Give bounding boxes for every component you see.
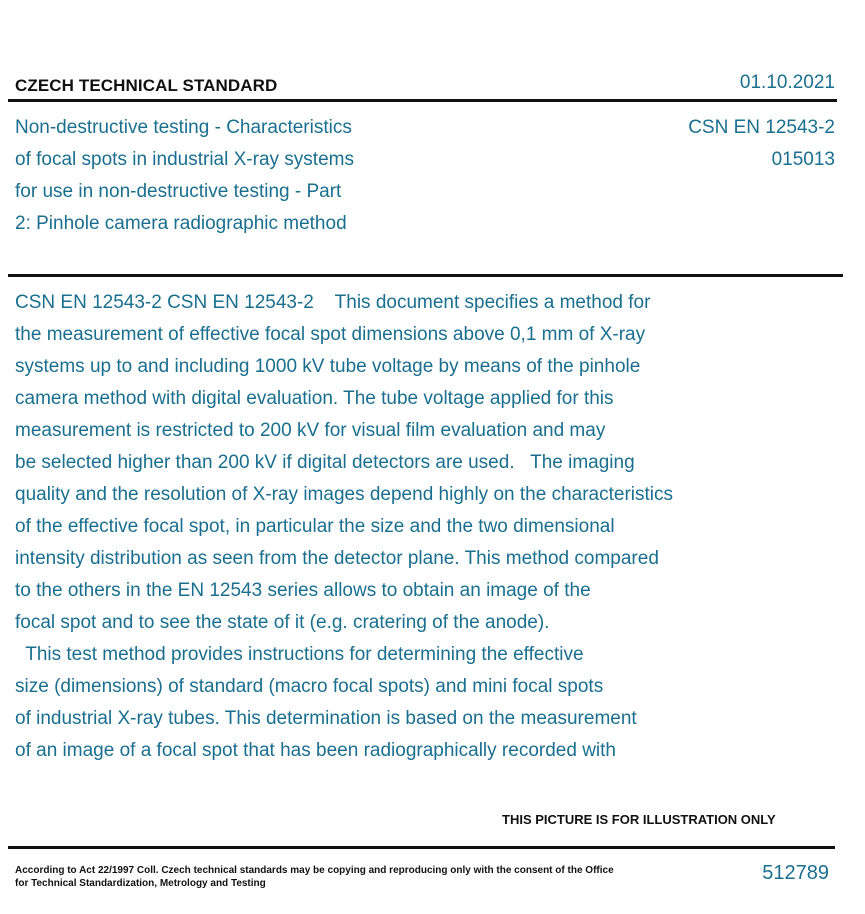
abstract-line: be selected higher than 200 kV if digital detectors are used. The imaging: [15, 452, 635, 473]
title-line: of focal spots in industrial X-ray systems: [15, 149, 354, 170]
copyright-line: According to Act 22/1997 Coll. Czech technical standards may be copying and reproducing only with the consent of the Office: [15, 865, 614, 876]
abstract-line: of the effective focal spot, in particular the size and the two dimensional: [15, 516, 615, 537]
publication-date: 01.10.2021: [739, 72, 835, 93]
document-id: 512789: [762, 862, 829, 884]
illustration-disclaimer: THIS PICTURE IS FOR ILLUSTRATION ONLY: [502, 812, 776, 827]
title-line: Non-destructive testing - Characteristics: [15, 117, 352, 138]
abstract-line: of an image of a focal spot that has been radiographically recorded with: [15, 740, 616, 761]
standard-type-label: CZECH TECHNICAL STANDARD: [15, 76, 278, 95]
abstract-line: This test method provides instructions for determining the effective: [15, 644, 584, 665]
abstract-line: CSN EN 12543-2 CSN EN 12543-2 This document specifies a method for: [15, 292, 651, 313]
abstract-line: to the others in the EN 12543 series allows to obtain an image of the: [15, 580, 591, 601]
footer-divider: [8, 846, 835, 849]
title-line: 2: Pinhole camera radiographic method: [15, 213, 347, 234]
abstract-line: systems up to and including 1000 kV tube voltage by means of the pinhole: [15, 356, 641, 377]
copyright-line: for Technical Standardization, Metrology and Testing: [15, 878, 266, 889]
abstract-line: measurement is restricted to 200 kV for visual film evaluation and may: [15, 420, 606, 441]
abstract-line: quality and the resolution of X-ray images depend highly on the characteristics: [15, 484, 673, 505]
title-line: for use in non-destructive testing - Part: [15, 181, 342, 202]
header-divider: [8, 99, 837, 102]
abstract-line: intensity distribution as seen from the detector plane. This method compared: [15, 548, 659, 569]
abstract-line: the measurement of effective focal spot dimensions above 0,1 mm of X-ray: [15, 324, 646, 345]
abstract-line: size (dimensions) of standard (macro focal spots) and mini focal spots: [15, 676, 604, 697]
abstract-line: of industrial X-ray tubes. This determination is based on the measurement: [15, 708, 637, 729]
abstract-line: focal spot and to see the state of it (e.g. cratering of the anode).: [15, 612, 550, 633]
classification-number: 015013: [771, 149, 835, 170]
standard-code: CSN EN 12543-2: [688, 117, 835, 138]
abstract-line: camera method with digital evaluation. The tube voltage applied for this: [15, 388, 614, 409]
title-divider: [8, 274, 843, 277]
